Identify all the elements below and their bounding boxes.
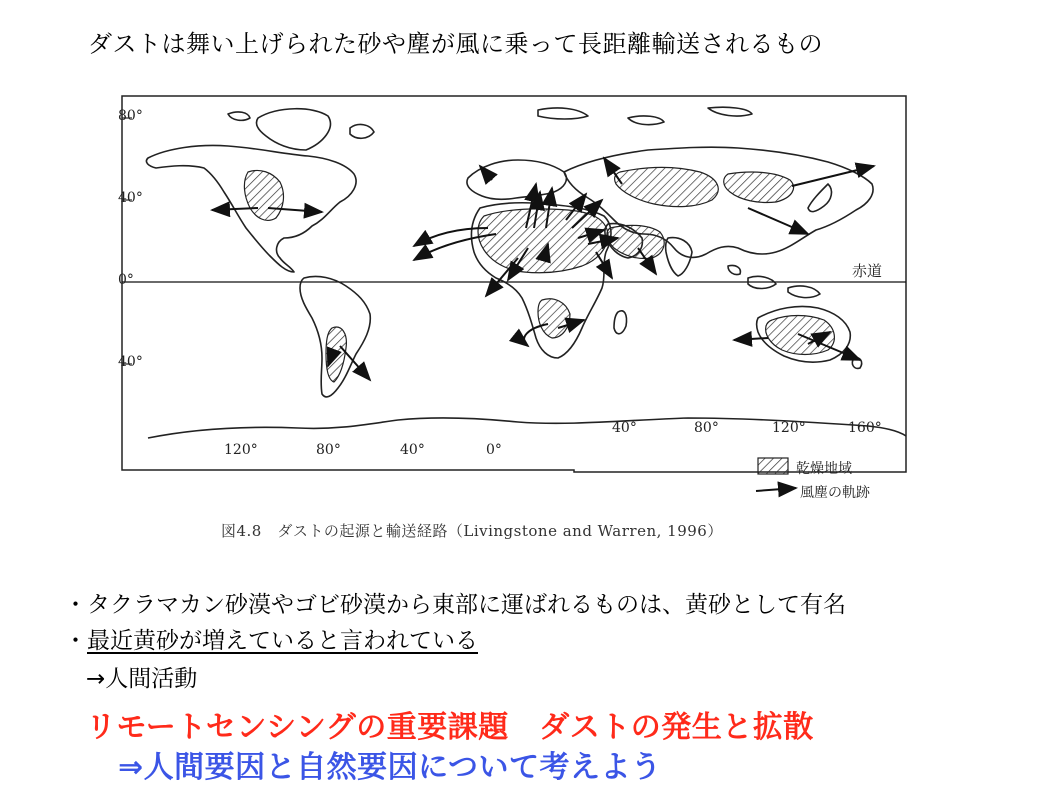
dust-map-figure	[108, 88, 910, 560]
lat-ticks	[122, 118, 132, 364]
legend-dry-swatch	[758, 458, 788, 474]
bullet-increase-text: 最近黄砂が増えていると言われている	[87, 628, 478, 654]
slide-title: ダストは舞い上げられた砂や塵が風に乗って長距離輸送されるもの	[88, 30, 823, 58]
lat-label-40n: 40°	[118, 190, 143, 206]
bullet-prefix: ・	[64, 628, 87, 654]
bullet-kosa: ・タクラマカン砂漠やゴビ砂漠から東部に運ばれるものは、黄砂として有名	[64, 592, 846, 618]
lat-label-80n: 80°	[118, 108, 143, 124]
lon-label-80w: 80°	[316, 442, 341, 458]
highlight-red-text: リモートセンシングの重要課題 ダストの発生と拡散	[86, 710, 814, 745]
map-frame	[122, 96, 906, 472]
legend-track-label: 風塵の軌跡	[800, 485, 870, 501]
lon-label-0: 0°	[486, 442, 502, 458]
legend-track-arrow	[756, 488, 796, 491]
lat-label-0: 0°	[118, 272, 134, 288]
lon-label-120e: 120°	[772, 420, 806, 436]
lon-label-160e: 160°	[848, 420, 882, 436]
lat-label-40s: 40°	[118, 354, 143, 370]
dry-na	[244, 170, 283, 220]
dry-arabia-iran	[607, 225, 664, 258]
bullet-increase	[64, 622, 478, 655]
human-activity-line: →人間活動	[86, 666, 198, 692]
lon-label-40w: 40°	[400, 442, 425, 458]
dry-sahara	[478, 209, 608, 273]
dry-central-asia	[615, 168, 719, 207]
lon-label-40e: 40°	[612, 420, 637, 436]
greenland	[256, 109, 330, 150]
dry-gobi	[724, 172, 794, 203]
highlight-blue-text: ⇒人間要因と自然要因について考えよう	[118, 750, 662, 785]
figure-caption: 図4.8 ダストの起源と輸送経路（Livingstone and Warren, 1996）	[221, 522, 723, 540]
dry-kalahari	[538, 299, 570, 338]
dry-sa	[326, 327, 346, 382]
world-map	[108, 88, 910, 560]
lon-label-120w: 120°	[224, 442, 258, 458]
legend-dry-label: 乾燥地域	[796, 461, 852, 477]
japan	[808, 184, 831, 212]
equator-label: 赤道	[852, 262, 883, 280]
lon-label-80e: 80°	[694, 420, 719, 436]
